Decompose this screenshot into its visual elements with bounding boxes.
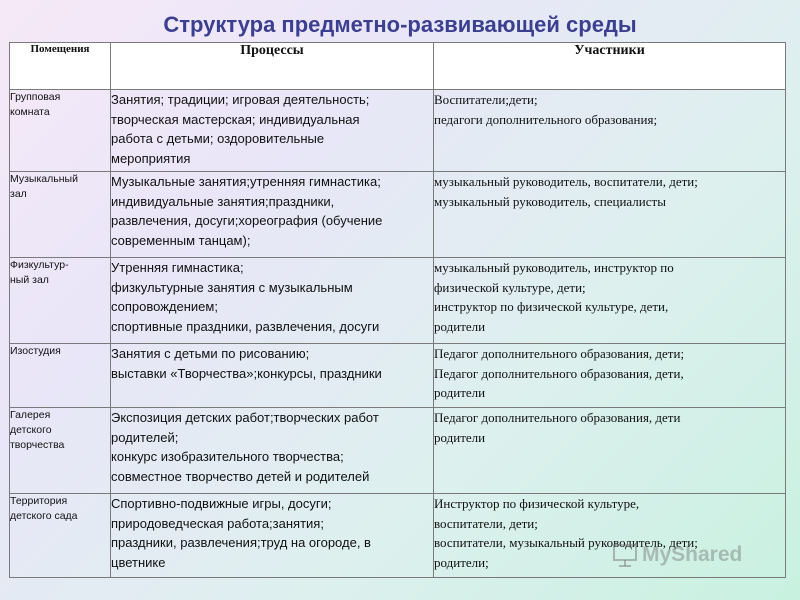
- cell-line: родители: [434, 318, 486, 334]
- cell-line: спортивные праздники, развлечения, досуги: [111, 318, 380, 334]
- cell-line: Спортивно-подвижные игры, досуги;: [111, 496, 332, 511]
- cell-line: Педагог дополнительного образования, дети,: [434, 365, 684, 381]
- participants-cell: [434, 90, 786, 172]
- participants-cell: [434, 172, 786, 258]
- cell-line: родителей;: [111, 429, 179, 445]
- cell-line: зал: [10, 188, 27, 200]
- room-cell: [10, 172, 111, 258]
- cell-line: Воспитатели;дети;: [434, 92, 538, 107]
- cell-line: Изостудия: [10, 345, 61, 357]
- processes-cell: [111, 90, 434, 172]
- cell-line: конкурс изобразительного творчества;: [111, 449, 344, 464]
- room-cell: [10, 90, 111, 172]
- cell-line: родители: [434, 429, 486, 445]
- cell-line: праздники, развлечения;труд на огороде, в: [111, 535, 371, 550]
- processes-cell: [111, 258, 434, 344]
- participants-cell: [434, 494, 786, 578]
- table-row: [10, 90, 786, 172]
- cell-line: выставки «Творчества»;конкурсы, праздники: [111, 365, 382, 381]
- cell-line: Территория: [10, 495, 68, 507]
- table-row: [10, 172, 786, 258]
- watermark-text: MyShared: [642, 543, 743, 566]
- cell-line: Экспозиция детских работ;творческих работ: [111, 410, 379, 425]
- room-cell: [10, 344, 111, 408]
- cell-line: педагоги дополнительного образования;: [434, 111, 658, 127]
- cell-line: творчества: [10, 439, 65, 451]
- room-cell: [10, 258, 111, 344]
- cell-line: воспитатели, дети;: [434, 515, 538, 531]
- cell-line: ный зал: [10, 274, 49, 286]
- cell-line: Музыкальные занятия;утренняя гимнастика;: [111, 174, 381, 189]
- participants-cell: [434, 408, 786, 494]
- table-row: [10, 344, 786, 408]
- cell-line: воспитатели, музыкальный руководитель, дети;: [434, 535, 698, 550]
- processes-cell: [111, 408, 434, 494]
- participants-cell: [434, 344, 786, 408]
- cell-line: развлечения, досуги;хореография (обучение: [111, 213, 383, 228]
- cell-line: Физкультур-: [10, 259, 69, 271]
- cell-line: мероприятия: [111, 150, 191, 166]
- table-row: [10, 494, 786, 578]
- room-cell: [10, 494, 111, 578]
- cell-line: Утренняя гимнастика;: [111, 260, 244, 275]
- cell-line: Музыкальный: [10, 173, 78, 185]
- cell-line: музыкальный руководитель, инструктор по: [434, 260, 674, 275]
- cell-line: Педагог дополнительного образования, дети;: [434, 346, 685, 361]
- processes-cell: [111, 344, 434, 408]
- cell-line: Групповая: [10, 91, 61, 103]
- table-header-row: [10, 43, 786, 90]
- cell-line: физкультурные занятия с музыкальным: [111, 279, 353, 295]
- cell-line: музыкальный руководитель, специалисты: [434, 193, 666, 209]
- cell-line: работа с детьми; оздоровительные: [111, 131, 325, 146]
- header-participants: Участники: [434, 43, 786, 90]
- participants-cell: [434, 258, 786, 344]
- cell-line: сопровождением;: [111, 299, 218, 314]
- processes-cell: [111, 172, 434, 258]
- processes-cell: [111, 494, 434, 578]
- cell-line: совместное творчество детей и родителей: [111, 468, 370, 484]
- page-title: Структура предметно-развивающей среды: [163, 12, 637, 37]
- table-row: [10, 258, 786, 344]
- cell-line: Педагог дополнительного образования, дети: [434, 410, 681, 425]
- cell-line: индивидуальные занятия;праздники,: [111, 193, 335, 209]
- header-processes: Процессы: [111, 43, 434, 90]
- room-cell: [10, 408, 111, 494]
- cell-line: современным танцам);: [111, 232, 251, 248]
- cell-line: творческая мастерская; индивидуальная: [111, 111, 360, 127]
- cell-line: музыкальный руководитель, воспитатели, дети;: [434, 174, 698, 189]
- cell-line: родители: [434, 385, 486, 400]
- cell-line: детского: [10, 424, 52, 436]
- table-row: [10, 408, 786, 494]
- cell-line: Занятия с детьми по рисованию;: [111, 346, 310, 361]
- cell-line: цветнике: [111, 554, 166, 570]
- structure-table: [9, 42, 786, 578]
- cell-line: природоведческая работа;занятия;: [111, 515, 324, 531]
- cell-line: инструктор по физической культуре, дети,: [434, 299, 669, 314]
- cell-line: Инструктор по физической культуре,: [434, 496, 640, 511]
- cell-line: Галерея: [10, 409, 51, 421]
- cell-line: детского сада: [10, 510, 78, 522]
- cell-line: комната: [10, 106, 50, 118]
- cell-line: родители;: [434, 554, 489, 570]
- cell-line: физической культуре, дети;: [434, 279, 586, 295]
- header-rooms: Помещения: [10, 43, 111, 90]
- cell-line: Занятия; традиции; игровая деятельность;: [111, 92, 370, 107]
